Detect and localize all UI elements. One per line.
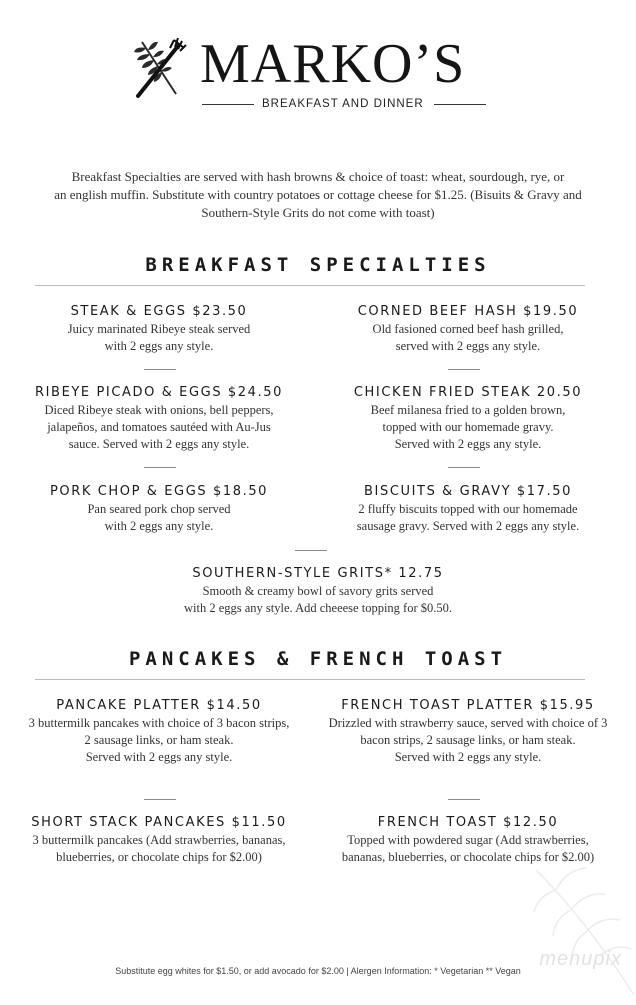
- menu-item: [0, 698, 318, 766]
- menu-item: [318, 698, 618, 766]
- item-name: SOUTHERN-STYLE GRITS* 12.75: [192, 566, 444, 581]
- menu-item: [318, 304, 618, 355]
- section-rule: [35, 285, 585, 286]
- menu-item: [0, 484, 318, 535]
- watermark: menupix: [539, 948, 622, 970]
- item-desc-line: 3 buttermilk pancakes (Add strawberries, bananas,: [32, 833, 286, 847]
- brand-name: MARKO’S: [200, 33, 466, 95]
- item-name: CORNED BEEF HASH $19.50: [357, 304, 579, 319]
- tagline: BREAKFAST AND DINNER: [262, 98, 424, 110]
- menu-item: [0, 566, 636, 617]
- menu-item: [318, 484, 618, 535]
- menu-item: [0, 815, 318, 866]
- section-title-pancakes: PANCAKES & FRENCH TOAST: [128, 648, 508, 670]
- item-desc-line: sauce. Served with 2 eggs any style.: [68, 437, 250, 451]
- item-divider: [448, 369, 480, 370]
- item-desc-line: sausage gravy. Served with 2 eggs any style.: [356, 519, 580, 533]
- item-desc-line: Beef milanesa fried to a golden brown,: [370, 403, 566, 417]
- item-divider: [448, 467, 480, 468]
- item-name: BISCUITS & GRAVY $17.50: [364, 484, 572, 499]
- item-desc-line: Pan seared pork chop served: [87, 502, 231, 516]
- item-name: CHICKEN FRIED STEAK 20.50: [353, 385, 583, 400]
- item-name: FRENCH TOAST $12.50: [377, 815, 559, 830]
- item-divider: [295, 550, 327, 551]
- item-desc-line: Old fasioned corned beef hash grilled,: [372, 322, 564, 336]
- item-divider: [448, 799, 480, 800]
- menu-item: [318, 385, 618, 453]
- item-desc-line: Drizzled with strawberry sauce, served with choice of 3: [328, 716, 608, 730]
- item-name: RIBEYE PICADO & EGGS $24.50: [34, 385, 283, 400]
- item-name: PORK CHOP & EGGS $18.50: [49, 484, 269, 499]
- item-desc-line: with 2 eggs any style. Add cheeese topping for $0.50.: [183, 601, 452, 615]
- item-name: FRENCH TOAST PLATTER $15.95: [341, 698, 595, 713]
- leaf-watermark-icon: [526, 860, 636, 1000]
- footer-note: Substitute egg whites for $1.50, or add avocado for $2.00 | Alergen Information: * Vegetarian ** Vegan: [115, 966, 521, 976]
- item-desc-line: served with 2 eggs any style.: [395, 339, 541, 353]
- item-desc-line: bacon strips, 2 sausage links, or ham steak.: [360, 733, 576, 747]
- item-desc-line: jalapeños, and tomatoes sautéed with Au-Jus: [47, 420, 271, 434]
- intro-text: Breakfast Specialties are served with hash browns & choice of toast: wheat, sourdough, rye, or an english muffin. Substitute with country potatoes or cottage cheese for $1.25. (Bisuits & Gravy and Southern-Style Grits do not come with toast): [54, 169, 582, 220]
- section-title-breakfast: BREAKFAST SPECIALTIES: [145, 254, 491, 276]
- tagline-rule-left: [202, 104, 254, 105]
- item-divider: [144, 369, 176, 370]
- item-name: SHORT STACK PANCAKES $11.50: [31, 815, 287, 830]
- tagline-rule-right: [434, 104, 486, 105]
- item-desc-line: with 2 eggs any style.: [104, 519, 214, 533]
- item-desc-line: 2 fluffy biscuits topped with our homemade: [358, 502, 578, 516]
- item-desc-line: Topped with powdered sugar (Add strawberries,: [347, 833, 589, 847]
- item-desc-line: Served with 2 eggs any style.: [85, 750, 233, 764]
- item-desc-line: 3 buttermilk pancakes with choice of 3 bacon strips,: [28, 716, 290, 730]
- item-name: STEAK & EGGS $23.50: [70, 304, 248, 319]
- logo-icon: [128, 38, 190, 100]
- item-divider: [144, 799, 176, 800]
- menu-item: [318, 815, 618, 866]
- menu-item: [0, 304, 318, 355]
- menu-item: [0, 385, 318, 453]
- item-desc-line: topped with our homemade gravy.: [382, 420, 554, 434]
- item-desc-line: with 2 eggs any style.: [104, 339, 214, 353]
- item-desc-line: Served with 2 eggs any style.: [394, 750, 542, 764]
- item-desc-line: bananas, blueberries, or chocolate chips for $2.00): [341, 850, 595, 864]
- section-rule: [35, 679, 585, 680]
- item-desc-line: Served with 2 eggs any style.: [394, 437, 542, 451]
- item-desc-line: Juicy marinated Ribeye steak served: [67, 322, 251, 336]
- item-name: PANCAKE PLATTER $14.50: [56, 698, 262, 713]
- item-divider: [144, 467, 176, 468]
- item-desc-line: 2 sausage links, or ham steak.: [84, 733, 234, 747]
- item-desc-line: blueberries, or chocolate chips for $2.00): [56, 850, 262, 864]
- item-desc-line: Smooth & creamy bowl of savory grits served: [202, 584, 434, 598]
- item-desc-line: Diced Ribeye steak with onions, bell peppers,: [44, 403, 274, 417]
